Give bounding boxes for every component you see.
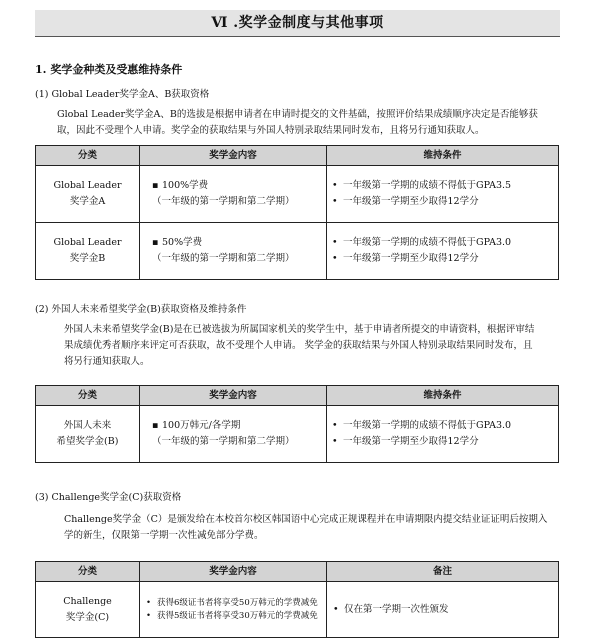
table-header-content: 奖学金内容 [140,386,327,406]
round-bullet-icon: • [332,436,338,447]
content-cell [140,166,327,223]
table-header-row [36,562,559,582]
content-line: （一年级的第一学期和第二学期） [152,436,295,447]
table-header-content: 奖学金内容 [140,146,327,166]
paragraph-line: Global Leader奖学金A、B的选拔是根据申请者在申请时提交的文件基础，按照评价结果成绩顺序决定是否能够获 [57,109,538,120]
content-cell [140,223,327,280]
conditions-cell [327,406,559,463]
round-bullet-icon: • [332,196,338,207]
conditions-cell [327,166,559,223]
content-line: 50%学费 [162,237,203,248]
paragraph-line: 将另行通知获取人。 [64,356,150,367]
square-bullet-icon: ▪ [152,420,159,431]
condition-line: 一年级第一学期的成绩不得低于GPA3.0 [343,237,512,248]
table-row [36,166,559,223]
table-header-row [36,386,559,406]
condition-line: 一年级第一学期的成绩不得低于GPA3.0 [343,420,512,431]
paragraph-line: 学的新生，仅限第一学期一次性减免部分学费。 [64,530,264,541]
category-cell [36,582,140,638]
table-header-category: 分类 [36,562,140,582]
conditions-cell [327,223,559,280]
content-line: 100万韩元/各学期 [162,420,241,431]
round-bullet-icon: • [332,237,338,248]
round-bullet-icon: • [332,180,338,191]
remark-line: 仅在第一学期一次性颁发 [344,603,449,615]
round-bullet-icon: • [146,597,152,608]
subsection-3-heading: (3) Challenge奖学金(C)获取资格 [35,492,182,503]
category-cell [36,406,140,463]
round-bullet-icon: • [332,253,338,264]
subsection-3-paragraph [64,512,547,544]
page-title [35,10,560,37]
round-bullet-icon: • [332,420,338,431]
category-line: Global Leader [53,237,122,248]
content-line: （一年级的第一学期和第二学期） [152,196,295,207]
square-bullet-icon: ▪ [152,237,159,248]
paragraph-line: 外国人未来希望奖学金(B)是在已被选拔为所属国家机关的奖学生中，基于申请者所提交的申请资料，根据评审结 [64,324,535,335]
category-line: 希望奖学金(B) [56,436,119,447]
paragraph-line: 果成绩优秀者顺序来评定可否获取，故不受理个人申请。 奖学金的获取结果与外国人特别录取结果同时发布，且 [64,340,533,351]
condition-line: 一年级第一学期至少取得12学分 [343,253,479,264]
content-line: 获得6级证书者将享受50万韩元的学费减免 [157,597,318,608]
section-heading: 1. 奖学金种类及受惠维持条件 [35,63,183,76]
subsection-1-heading: (1) Global Leader奖学金A、B获取资格 [35,89,210,100]
condition-line: 一年级第一学期的成绩不得低于GPA3.5 [343,180,512,191]
subsection-2-heading: (2) 外国人未来希望奖学金(B)获取资格及维持条件 [35,304,247,315]
table-header-category: 分类 [36,386,140,406]
page-title-text: Ⅵ .奖学金制度与其他事项 [211,14,384,31]
table-header-content: 奖学金内容 [140,562,327,582]
content-line: （一年级的第一学期和第二学期） [152,253,295,264]
paragraph-line: Challenge奖学金（C）是颁发给在本校首尔校区韩国语中心完成正规课程并在申请期限内提交结业证证明后按期入 [64,514,548,525]
condition-line: 一年级第一学期至少取得12学分 [343,436,479,447]
category-line: 奖学金A [69,196,106,207]
table-header-remarks: 备注 [327,562,559,582]
table-2 [35,385,559,463]
category-line: Challenge [63,595,112,607]
table-header-category: 分类 [36,146,140,166]
category-cell [36,223,140,280]
table-row [36,223,559,280]
table-header-row [36,146,559,166]
round-bullet-icon: • [333,603,339,615]
category-line: 外国人未来 [63,420,112,431]
content-cell [140,582,327,638]
content-line: 100%学费 [162,180,209,191]
remarks-cell [327,582,559,638]
round-bullet-icon: • [146,610,152,621]
content-line: 获得5级证书者将享受30万韩元的学费减免 [157,610,318,621]
table-header-conditions: 维持条件 [327,386,559,406]
table-3 [35,561,559,638]
subsection-2-paragraph [64,322,534,370]
subsection-1-paragraph [57,107,538,139]
category-line: 奖学金(C) [65,611,110,623]
square-bullet-icon: ▪ [152,180,159,191]
condition-line: 一年级第一学期至少取得12学分 [343,196,479,207]
table-1 [35,145,559,280]
table-row [36,582,559,638]
category-line: 奖学金B [69,253,106,264]
category-line: Global Leader [53,180,122,191]
table-header-conditions: 维持条件 [327,146,559,166]
table-row [36,406,559,463]
paragraph-line: 取，因此不受理个人申请。奖学金的获取结果与外国人特别录取结果同时发布，且将另行通知获取人。 [57,125,485,136]
content-cell [140,406,327,463]
category-cell [36,166,140,223]
